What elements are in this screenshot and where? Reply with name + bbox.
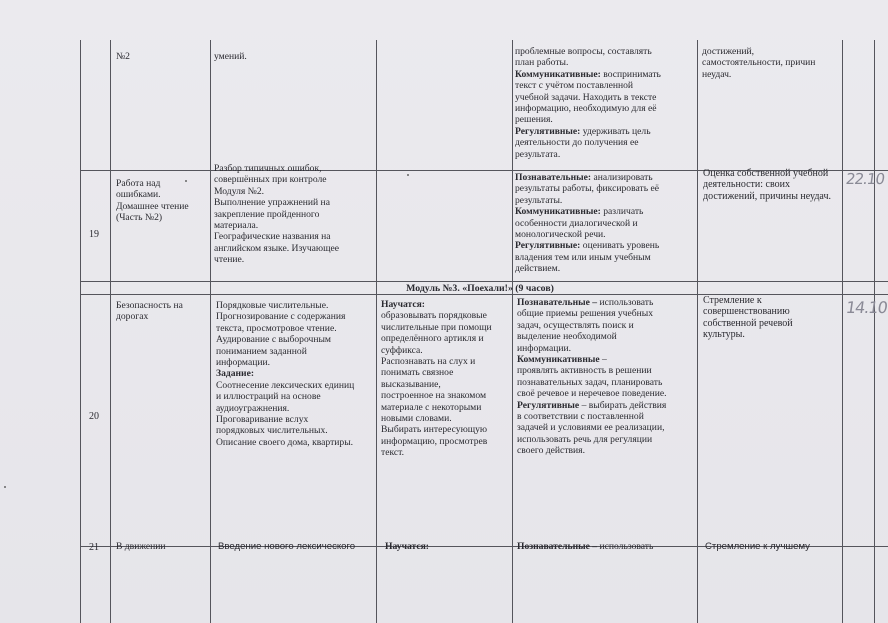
scan-speck	[4, 486, 6, 488]
uud-regulative-text: оценивать уровень владения тем или иным учебным действием.	[515, 240, 660, 275]
uud-cell	[517, 541, 697, 552]
uud-communicative-text: различать особенности диалогической и монологической речи.	[515, 206, 644, 241]
uud-cell	[515, 172, 695, 275]
uud-regulative-label: Регулятивные:	[515, 240, 581, 252]
module-title: Модуль №3. «Поехали!» (9 часов)	[406, 283, 554, 294]
column-divider	[512, 40, 513, 623]
activities-text: Порядковые числительные. Прогнозирование с содержания текста, просмотровое чтение. Аудирование с выборочным пониманием заданной информации.	[216, 300, 346, 369]
column-divider	[697, 40, 698, 623]
lesson-topic-cell: Работа над ошибками. Домашнее чтение (Часть №2)	[116, 178, 189, 224]
table-border-left	[80, 40, 81, 623]
uud-cognitive-text: анализировать результаты работы, фиксировать её результаты.	[515, 172, 659, 206]
uud-regulative-label: Регулятивные:	[515, 125, 581, 137]
personal-results-cell: Оценка собственной учебной деятельности: своих достижений, причины неудач.	[703, 168, 831, 202]
activities-cell: Разбор типичных ошибок, совершённых при контроле Модуля №2. Выполнение упражнений на закрепление пройденного материала. Географические названия на английском языке. Изучающее чтение.	[214, 163, 340, 266]
uud-cognitive-text: использовать	[597, 541, 654, 552]
uud-cognitive-label: Познавательные:	[515, 172, 592, 183]
handwritten-date: 14.10	[844, 298, 888, 317]
activities-cell: Введение нового лексического	[218, 541, 356, 552]
column-divider	[110, 40, 111, 623]
uud-regulative-text: – выбирать действия в соответствии с поставленной задачей и условиями ее реализации, использовать речь для регуляции своего действия.	[517, 399, 667, 457]
learn-label: Научатся:	[381, 299, 426, 310]
uud-cognitive-label: Познавательные –	[517, 541, 598, 552]
column-divider	[376, 40, 377, 623]
learn-text: образовывать порядковые числительные при помощи определённого артикля и суффикса. Распознавать на слух и понимать связное высказывание, построенное на знакомом материале с некоторыми новыми словами. Выбирать интересующую информацию, просмотрев текст.	[381, 310, 492, 459]
personal-results-cell: достижений, самостоятельности, причин неудач.	[702, 46, 816, 80]
activities-cell	[216, 300, 354, 448]
scan-speck	[185, 180, 187, 182]
column-divider	[874, 40, 875, 623]
uud-cognitive-text: использовать общие приемы решения учебных задач, осуществлять поиск и выделение необходимой информации.	[517, 297, 654, 354]
personal-results-cell: Стремление к совершенствованию собственной речевой культуры.	[703, 295, 793, 341]
uud-cognitive-label: Познавательные –	[517, 297, 598, 308]
personal-results-cell: Стремление к лучшему	[705, 541, 810, 552]
row-divider	[80, 281, 888, 282]
uud-cell	[517, 297, 697, 457]
learning-outcomes-cell	[381, 299, 492, 459]
uud-communicative-text: – проявлять активность в решении познавательных задач, планировать своё речевое и неречевое поведение.	[517, 354, 667, 400]
learn-label: Научатся:	[385, 541, 430, 552]
handwritten-date: 22.10	[844, 170, 886, 188]
uud-communicative-label: Коммуникативные	[517, 354, 600, 366]
lesson-number: 20	[89, 411, 99, 422]
uud-text: проблемные вопросы, составлять план работы.	[515, 46, 652, 69]
activities-text: Соотнесение лексических единиц и иллюстраций на основе аудиоугражнения. Проговаривание вслух порядковых числительных. Описание своего дома, квартиры.	[216, 379, 355, 448]
lesson-number: 21	[89, 542, 99, 553]
uud-regulative-text: удерживать цель деятельности до получения ее результата.	[515, 125, 651, 160]
lesson-number: 19	[89, 229, 99, 240]
uud-cell	[515, 46, 695, 160]
task-label: Задание:	[216, 368, 255, 380]
uud-communicative-text: воспринимать текст с учётом поставленной учебной задачи. Находить в тексте информацию, необходимую для её решения.	[515, 68, 661, 126]
scan-speck	[407, 174, 409, 176]
column-divider	[842, 40, 843, 623]
uud-regulative-label: Регулятивные	[517, 399, 580, 411]
activities-cell: умений.	[214, 51, 247, 62]
lesson-topic-cell: Безопасность на дорогах	[116, 300, 183, 323]
lesson-topic-cell: №2	[116, 51, 130, 62]
lesson-topic-cell: В движении	[116, 541, 166, 552]
uud-communicative-label: Коммуникативные:	[515, 206, 601, 218]
uud-communicative-label: Коммуникативные:	[515, 68, 601, 80]
column-divider	[210, 40, 211, 623]
